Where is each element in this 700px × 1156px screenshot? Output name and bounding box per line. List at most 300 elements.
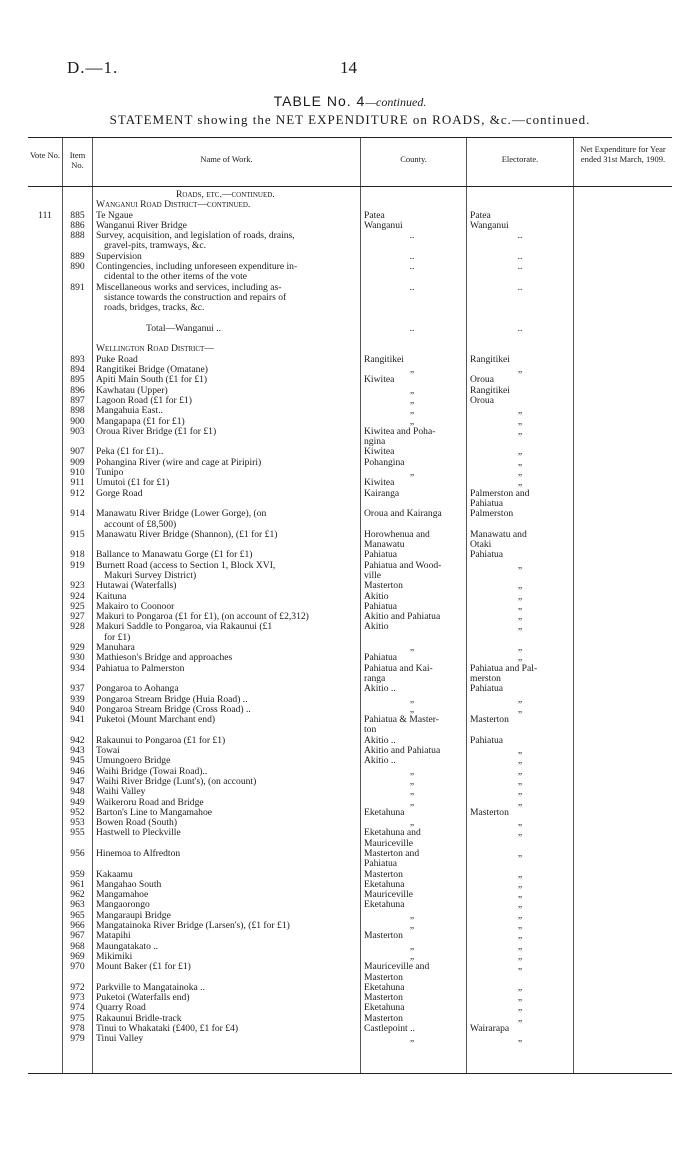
- electorate-cell: „: [517, 849, 523, 859]
- table-row: [28, 653, 672, 663]
- electorate-cell: „: [517, 766, 523, 777]
- work-name-cell: Towai: [96, 746, 120, 757]
- work-name-cell: Ballance to Manawatu Gorge (£1 for £1): [96, 550, 253, 561]
- table-row: [28, 602, 672, 612]
- item-cell: 910: [70, 468, 85, 479]
- work-name-cell: Wellington Road District—: [96, 344, 214, 355]
- electorate-cell: „: [517, 416, 523, 427]
- work-name-cell: Kakaamu: [96, 869, 133, 880]
- county-cell: Eketahuna: [364, 879, 405, 890]
- electorate-cell: „: [517, 869, 523, 880]
- table-row: [28, 571, 672, 581]
- table-row: [28, 777, 672, 787]
- work-name-cell: Parkville to Mangatainoka ..: [96, 982, 205, 993]
- work-name-cell: Kawhatau (Upper): [96, 385, 168, 396]
- work-name-cell: Quarry Road: [96, 1003, 146, 1014]
- item-cell: 959: [70, 869, 85, 880]
- electorate-cell: „: [517, 643, 523, 654]
- item-cell: 956: [70, 849, 85, 859]
- item-cell: 942: [70, 735, 85, 746]
- electorate-cell: Rangitikei: [470, 354, 510, 365]
- work-name-cell: Peka (£1 for £1)..: [96, 447, 164, 458]
- item-cell: 961: [70, 879, 85, 890]
- electorate-cell: Patea: [470, 210, 491, 221]
- county-cell: „: [409, 643, 415, 654]
- table-row: [28, 931, 672, 941]
- item-cell: 969: [70, 951, 85, 962]
- item-cell: 974: [70, 1003, 85, 1014]
- county-cell: ranga: [364, 673, 386, 684]
- document-code: D.—1.: [67, 58, 119, 77]
- table-body: [28, 190, 672, 1045]
- table-row: [28, 695, 672, 705]
- county-cell: „: [409, 921, 415, 932]
- table-row: [28, 293, 672, 303]
- electorate-cell: „: [517, 1003, 523, 1014]
- work-name-cell: Total—Wanganui ..: [146, 323, 222, 334]
- table-row: [28, 355, 672, 365]
- table-row: [28, 808, 672, 818]
- county-cell: „: [409, 951, 415, 962]
- electorate-cell: Palmerston and: [470, 488, 530, 499]
- county-cell: Oroua and Kairanga: [364, 509, 442, 520]
- electorate-cell: „: [517, 931, 523, 942]
- item-cell: 897: [70, 395, 85, 406]
- work-name-cell: Matapihi: [96, 931, 131, 942]
- county-cell: Akitio and Pahiatua: [364, 746, 441, 757]
- work-name-cell: Miscellaneous works and services, including as-: [96, 282, 282, 293]
- table-row: [28, 283, 672, 293]
- item-cell: 891: [70, 282, 85, 293]
- work-name-cell: cidental to the other items of the vote: [104, 272, 248, 283]
- work-name-cell: Tinui to Whakataki (£400, £1 for £4): [96, 1024, 239, 1035]
- item-cell: 949: [70, 797, 85, 808]
- item-cell: 886: [70, 220, 85, 231]
- table-row: [28, 509, 672, 519]
- county-cell: Masterton: [364, 1013, 403, 1024]
- county-cell: „: [409, 910, 415, 921]
- item-cell: 885: [70, 210, 85, 221]
- work-name-cell: Pohangina River (wire and cage at Piripiri): [96, 457, 262, 468]
- table-row: [28, 911, 672, 921]
- table-row: [28, 221, 672, 231]
- county-cell: ..: [409, 231, 415, 242]
- table-row: [28, 767, 672, 777]
- vote-cell: 111: [38, 210, 52, 221]
- table-row: [28, 396, 672, 406]
- electorate-cell: ..: [517, 231, 523, 242]
- table-row: [28, 447, 672, 457]
- county-cell: „: [409, 776, 415, 787]
- work-name-cell: Survey, acquisition, and legislation of roads, drains,: [96, 231, 295, 242]
- county-cell: Kiwitea: [364, 375, 395, 386]
- table-row: [28, 190, 672, 200]
- table-row: [28, 746, 672, 756]
- work-name-cell: Hinemoa to Alfredton: [96, 849, 181, 859]
- table-row: [28, 962, 672, 972]
- table-row: [28, 1014, 672, 1024]
- county-cell: „: [409, 818, 415, 829]
- work-name-cell: Pongaroa to Aohanga: [96, 684, 179, 695]
- table-row: [28, 550, 672, 560]
- table-row: [28, 622, 672, 632]
- table-row: [28, 705, 672, 715]
- work-name-cell: Hastwell to Pleckville: [96, 828, 181, 839]
- table-row: [28, 1034, 672, 1044]
- table-row: [28, 880, 672, 890]
- table-row: [28, 900, 672, 910]
- item-cell: 953: [70, 818, 85, 829]
- county-cell: „: [409, 1034, 415, 1045]
- table-title: [0, 93, 700, 110]
- work-name-cell: gravel-pits, tramways, &c.: [104, 241, 207, 252]
- table-row: [28, 736, 672, 746]
- table-row: [28, 468, 672, 478]
- county-cell: ..: [409, 262, 415, 273]
- electorate-cell: „: [517, 581, 523, 592]
- county-cell: „: [409, 941, 415, 952]
- table-row: [28, 818, 672, 828]
- county-cell: Kiwitea and Poha-: [364, 426, 436, 437]
- county-cell: Kiwitea: [364, 447, 395, 458]
- work-name-cell: Contingencies, including unforeseen expenditure in-: [96, 262, 298, 273]
- col-header-electorate: Electorate.: [501, 154, 539, 164]
- table-row: [28, 303, 672, 313]
- county-cell: „: [409, 787, 415, 798]
- work-name-cell: Mount Baker (£1 for £1): [96, 962, 191, 973]
- table-row: [28, 386, 672, 396]
- table-row: [28, 612, 672, 622]
- item-cell: 939: [70, 694, 85, 705]
- county-cell: „: [409, 395, 415, 406]
- item-cell: 946: [70, 766, 85, 777]
- electorate-cell: „: [517, 797, 523, 808]
- table-row: [28, 241, 672, 251]
- work-name-cell: Waihi Valley: [96, 787, 146, 798]
- table-row: [28, 262, 672, 272]
- county-cell: Eketahuna: [364, 807, 405, 818]
- table-row: [28, 520, 672, 530]
- table-row: [28, 993, 672, 1003]
- work-name-cell: Puketoi (Mount Marchant end): [96, 715, 216, 726]
- table-row: [28, 839, 672, 849]
- work-name-cell: Puketoi (Waterfalls end): [96, 993, 190, 1004]
- table-row: [28, 983, 672, 993]
- table-row: [28, 200, 672, 210]
- work-name-cell: Mathieson's Bridge and approaches: [96, 653, 233, 664]
- page-number: 14: [340, 58, 357, 77]
- work-name-cell: Mangaorongo: [96, 900, 150, 911]
- county-cell: Manawatu: [364, 540, 405, 551]
- work-name-cell: Te Ngaue: [96, 210, 133, 221]
- work-name-cell: Pahiatua to Palmerston: [96, 663, 185, 674]
- item-cell: 937: [70, 684, 85, 695]
- county-cell: Eketahuna and: [364, 828, 421, 839]
- table-row: [28, 478, 672, 488]
- county-cell: Akitio ..: [364, 684, 396, 695]
- work-name-cell: Wanganui River Bridge: [96, 220, 187, 231]
- work-name-cell: Makuri to Pongaroa (£1 for £1), (on account of £2,312): [96, 612, 309, 623]
- work-name-cell: account of £8,500): [104, 519, 177, 530]
- county-cell: ton: [364, 725, 377, 736]
- work-name-cell: Mangatainoka River Bridge (Larsen's), (£1 for £1): [96, 921, 290, 932]
- electorate-cell: Rangitikei: [470, 385, 510, 396]
- table-row: [28, 314, 672, 324]
- work-name-cell: Bowen Road (South): [96, 818, 178, 829]
- electorate-cell: „: [517, 910, 523, 921]
- work-name-cell: Mangahao South: [96, 879, 162, 890]
- electorate-cell: merston: [470, 673, 501, 684]
- county-cell: Pahiatua: [364, 859, 398, 870]
- item-cell: 930: [70, 653, 85, 664]
- item-cell: 978: [70, 1024, 85, 1035]
- col-header-vote: Vote No.: [29, 150, 61, 160]
- electorate-cell: ..: [517, 251, 523, 262]
- electorate-cell: „: [517, 900, 523, 911]
- work-name-cell: Waihi Bridge (Towai Road)..: [96, 766, 208, 777]
- electorate-cell: „: [517, 622, 523, 633]
- work-name-cell: Mangamahoe: [96, 890, 149, 901]
- work-name-cell: Makuri Survey District): [104, 570, 197, 581]
- table-row: [28, 324, 672, 334]
- item-cell: 967: [70, 931, 85, 942]
- table-row: [28, 859, 672, 869]
- county-cell: Masterton: [364, 972, 403, 983]
- electorate-cell: „: [517, 1013, 523, 1024]
- item-cell: 909: [70, 457, 85, 468]
- table-row: [28, 489, 672, 499]
- electorate-cell: „: [517, 879, 523, 890]
- county-cell: Akitio and Pahiatua: [364, 612, 441, 623]
- electorate-cell: Pahiatua and Pal-: [470, 663, 538, 674]
- work-name-cell: Puke Road: [96, 354, 138, 365]
- electorate-cell: ..: [517, 262, 523, 273]
- county-cell: Masterton: [364, 581, 403, 592]
- table-row: [28, 664, 672, 674]
- item-cell: 925: [70, 601, 85, 612]
- county-cell: „: [409, 406, 415, 417]
- table-row: [28, 365, 672, 375]
- county-cell: Eketahuna: [364, 900, 405, 911]
- item-cell: 955: [70, 828, 85, 839]
- county-cell: Kiwitea: [364, 478, 395, 489]
- electorate-cell: „: [517, 591, 523, 602]
- work-name-cell: Maungatakato ..: [96, 941, 159, 952]
- work-name-cell: Manuhara: [96, 643, 135, 654]
- county-cell: Pahiatua: [364, 550, 398, 561]
- table-row: [28, 715, 672, 725]
- work-name-cell: for £1): [104, 632, 131, 643]
- item-cell: 894: [70, 365, 85, 376]
- col-header-item: Item No.: [69, 150, 86, 170]
- table-row: [28, 540, 672, 550]
- table-row: [28, 272, 672, 282]
- item-cell: 907: [70, 447, 85, 458]
- statement-heading: STATEMENT showing the NET EXPENDITURE on ROADS, &c.—continued.: [109, 112, 591, 127]
- electorate-cell: „: [517, 951, 523, 962]
- electorate-cell: „: [517, 447, 523, 458]
- table-row: [28, 211, 672, 221]
- table-row: [28, 973, 672, 983]
- electorate-cell: „: [517, 993, 523, 1004]
- item-cell: 962: [70, 890, 85, 901]
- electorate-cell: „: [517, 468, 523, 479]
- county-cell: Pohangina: [364, 457, 405, 468]
- table-row: [28, 561, 672, 571]
- electorate-cell: „: [517, 457, 523, 468]
- electorate-cell: „: [517, 1034, 523, 1045]
- electorate-cell: „: [517, 478, 523, 489]
- county-cell: Akitio ..: [364, 756, 396, 767]
- work-name-cell: Mikimiki: [96, 951, 133, 962]
- item-cell: 911: [70, 478, 85, 489]
- work-name-cell: Apiti Main South (£1 for £1): [96, 375, 208, 386]
- table-row: [28, 643, 672, 653]
- electorate-cell: „: [517, 694, 523, 705]
- table-row: [28, 344, 672, 354]
- electorate-cell: ..: [517, 282, 523, 293]
- table-row: [28, 252, 672, 262]
- col-header-county: County.: [400, 154, 427, 164]
- table-row: [28, 334, 672, 344]
- table-row: [28, 756, 672, 766]
- item-cell: 914: [70, 509, 85, 520]
- electorate-cell: „: [517, 941, 523, 952]
- county-cell: „: [409, 766, 415, 777]
- header-rule: [28, 186, 672, 187]
- item-cell: 952: [70, 807, 85, 818]
- county-cell: ville: [364, 570, 382, 581]
- table-row: [28, 921, 672, 931]
- work-name-cell: Mangahuia East..: [96, 406, 163, 417]
- county-cell: Mauriceville and: [364, 962, 430, 973]
- item-cell: 893: [70, 354, 85, 365]
- work-name-cell: Waihi River Bridge (Lunt's), (on account): [96, 776, 257, 787]
- county-cell: Pahiatua and Kai-: [364, 663, 433, 674]
- electorate-cell: Otaki: [470, 540, 492, 551]
- work-name-cell: Gorge Road: [96, 488, 143, 499]
- table-row: [28, 1024, 672, 1034]
- work-name-cell: Manawatu River Bridge (Shannon), (£1 for £1): [96, 529, 278, 540]
- item-cell: 903: [70, 426, 85, 437]
- electorate-cell: Oroua: [470, 375, 494, 386]
- table-row: [28, 437, 672, 447]
- item-cell: 896: [70, 385, 85, 396]
- table-title-continued: —continued.: [365, 95, 427, 109]
- electorate-cell: „: [517, 746, 523, 757]
- county-cell: „: [409, 694, 415, 705]
- electorate-cell: Pahiatua: [470, 498, 504, 509]
- county-cell: Masterton: [364, 931, 403, 942]
- table-row: [28, 375, 672, 385]
- table-row: [28, 499, 672, 509]
- item-cell: 918: [70, 550, 85, 561]
- electorate-cell: „: [517, 704, 523, 715]
- work-name-cell: Makairo to Coonoor: [96, 601, 175, 612]
- item-cell: 965: [70, 910, 85, 921]
- electorate-cell: „: [517, 890, 523, 901]
- table-row: [28, 870, 672, 880]
- work-name-cell: Rangitikei Bridge (Omatane): [96, 365, 208, 376]
- table-row: [28, 530, 672, 540]
- item-cell: 945: [70, 756, 85, 767]
- county-cell: „: [409, 468, 415, 479]
- electorate-cell: Wanganui: [470, 220, 509, 231]
- work-name-cell: Kaituna: [96, 591, 127, 602]
- item-cell: 928: [70, 622, 85, 633]
- item-cell: 915: [70, 529, 85, 540]
- work-name-cell: Wanganui Road District—continued.: [96, 200, 251, 211]
- work-name-cell: Waikeroru Road and Bridge: [96, 797, 204, 808]
- county-cell: „: [409, 385, 415, 396]
- table-row: [28, 798, 672, 808]
- electorate-cell: „: [517, 426, 523, 437]
- electorate-cell: „: [517, 406, 523, 417]
- electorate-cell: „: [517, 776, 523, 787]
- electorate-cell: „: [517, 828, 523, 839]
- work-name-cell: Makuri Saddle to Pongaroa, via Rakaunui (£1: [96, 622, 273, 633]
- electorate-cell: „: [517, 601, 523, 612]
- item-cell: 924: [70, 591, 85, 602]
- item-cell: 890: [70, 262, 85, 273]
- col-header-net-expenditure: Net Expenditure for Year ended 31st March, 1909.: [580, 144, 666, 164]
- county-cell: „: [409, 416, 415, 427]
- item-cell: 941: [70, 715, 85, 726]
- county-cell: Pahiatua: [364, 601, 398, 612]
- county-cell: ..: [409, 323, 415, 334]
- item-cell: 972: [70, 982, 85, 993]
- work-name-cell: Umungoero Bridge: [96, 756, 171, 767]
- electorate-cell: „: [517, 921, 523, 932]
- county-cell: Masterton and: [364, 849, 420, 859]
- item-cell: 943: [70, 746, 85, 757]
- county-cell: Pahiatua & Master-: [364, 715, 439, 726]
- electorate-cell: Masterton: [470, 715, 509, 726]
- item-cell: 975: [70, 1013, 85, 1024]
- electorate-cell: Palmerston: [470, 509, 514, 520]
- table-row: [28, 406, 672, 416]
- county-cell: Pahiatua and Wood-: [364, 560, 442, 571]
- electorate-cell: Pahiatua: [470, 550, 504, 561]
- work-name-cell: Pongaroa Stream Bridge (Huia Road) ..: [96, 694, 248, 705]
- table-row: [28, 684, 672, 694]
- expenditure-table: [28, 137, 672, 1074]
- electorate-cell: „: [517, 653, 523, 664]
- county-cell: ngina: [364, 437, 386, 448]
- county-cell: Eketahuna: [364, 1003, 405, 1014]
- electorate-cell: Oroua: [470, 395, 494, 406]
- work-name-cell: Barton's Line to Mangamahoe: [96, 807, 213, 818]
- item-cell: 966: [70, 921, 85, 932]
- county-cell: Rangitikei: [364, 354, 404, 365]
- table-row: [28, 849, 672, 859]
- item-cell: 912: [70, 488, 85, 499]
- electorate-cell: „: [517, 756, 523, 767]
- work-name-cell: Rakaunui to Pongaroa (£1 for £1): [96, 735, 226, 746]
- table-row: [28, 633, 672, 643]
- item-cell: 940: [70, 704, 85, 715]
- electorate-cell: „: [517, 560, 523, 571]
- work-name-cell: Tinui Valley: [96, 1034, 144, 1045]
- county-cell: Akitio: [364, 622, 389, 633]
- table-row: [28, 725, 672, 735]
- county-cell: „: [409, 365, 415, 376]
- county-cell: Horowhenua and: [364, 529, 430, 540]
- item-cell: 923: [70, 581, 85, 592]
- item-cell: 889: [70, 251, 85, 262]
- table-row: [28, 674, 672, 684]
- work-name-cell: Mangaraupi Bridge: [96, 910, 171, 921]
